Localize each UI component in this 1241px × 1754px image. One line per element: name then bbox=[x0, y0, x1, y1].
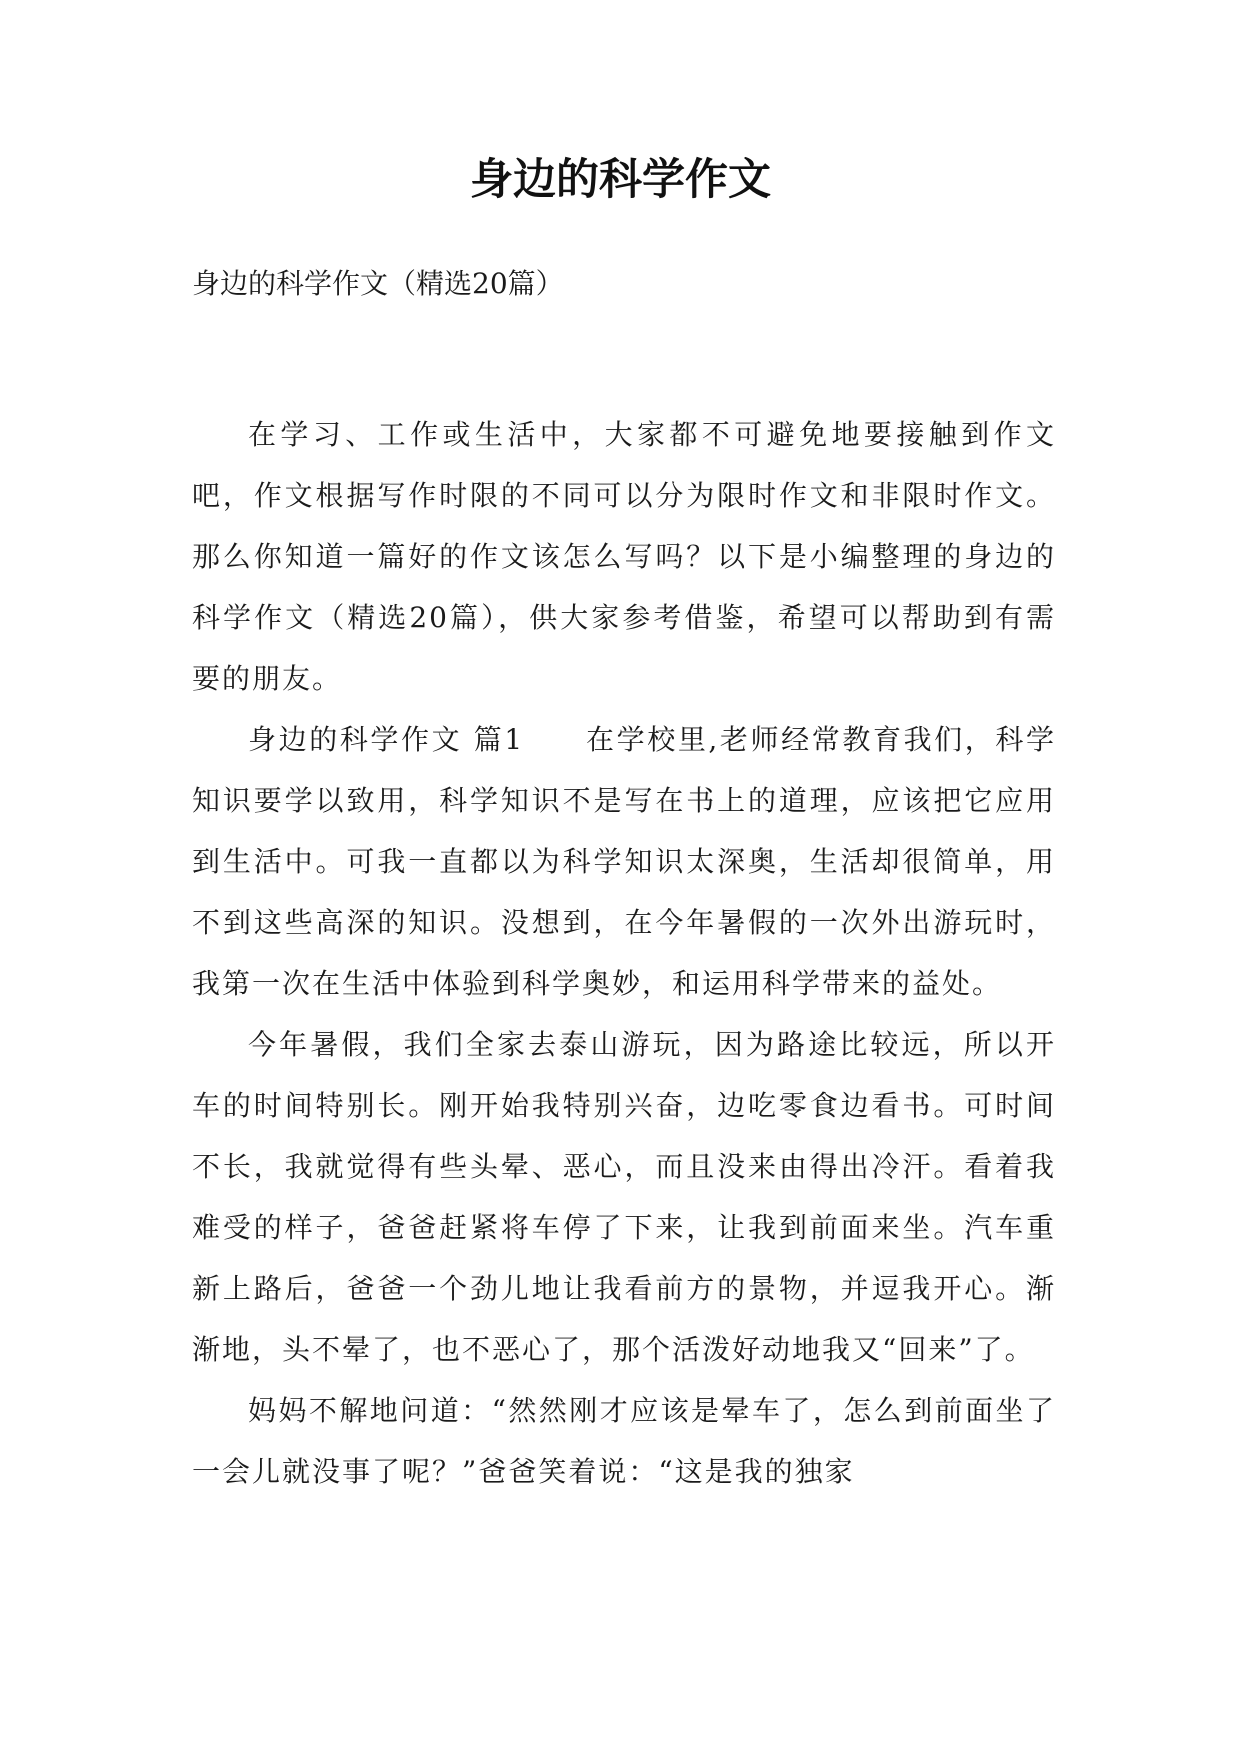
paragraph-essay-1-opening: 身边的科学作文 篇1 在学校里,老师经常教育我们，科学知识要学以致用，科学知识不是写在书上的道理，应该把它应用到生活中。可我一直都以为科学知识太深奥，生活却很简单，用不到这些高深的知识。没想到，在今年暑假的一次外出游玩时，我第一次在生活中体验到科学奥妙，和运用科学带来的益处。 bbox=[192, 723, 1056, 1000]
document-body bbox=[192, 404, 1056, 1502]
document-title: 身边的科学作文 bbox=[470, 155, 771, 205]
document-subtitle: 身边的科学作文（精选20篇） bbox=[192, 267, 564, 300]
paragraph-summer-trip: 今年暑假，我们全家去泰山游玩，因为路途比较远，所以开车的时间特别长。刚开始我特别兴奋，边吃零食边看书。可时间不长，我就觉得有些头晕、恶心，而且没来由得出冷汗。看着我难受的样子，爸爸赶紧将车停了下来，让我到前面来坐。汽车重新上路后，爸爸一个劲儿地让我看前方的景物，并逗我开心。渐渐地，头不晕了，也不恶心了，那个活泼好动地我又“回来”了。 bbox=[192, 1028, 1056, 1366]
paragraph-mother-question: 妈妈不解地问道：“然然刚才应该是晕车了，怎么到前面坐了一会儿就没事了呢？”爸爸笑着说：“这是我的独家 bbox=[192, 1394, 1056, 1488]
paragraph-intro: 在学习、工作或生活中，大家都不可避免地要接触到作文吧，作文根据写作时限的不同可以分为限时作文和非限时作文。那么你知道一篇好的作文该怎么写吗？以下是小编整理的身边的科学作文（精选20篇），供大家参考借鉴，希望可以帮助到有需要的朋友。 bbox=[192, 418, 1056, 695]
